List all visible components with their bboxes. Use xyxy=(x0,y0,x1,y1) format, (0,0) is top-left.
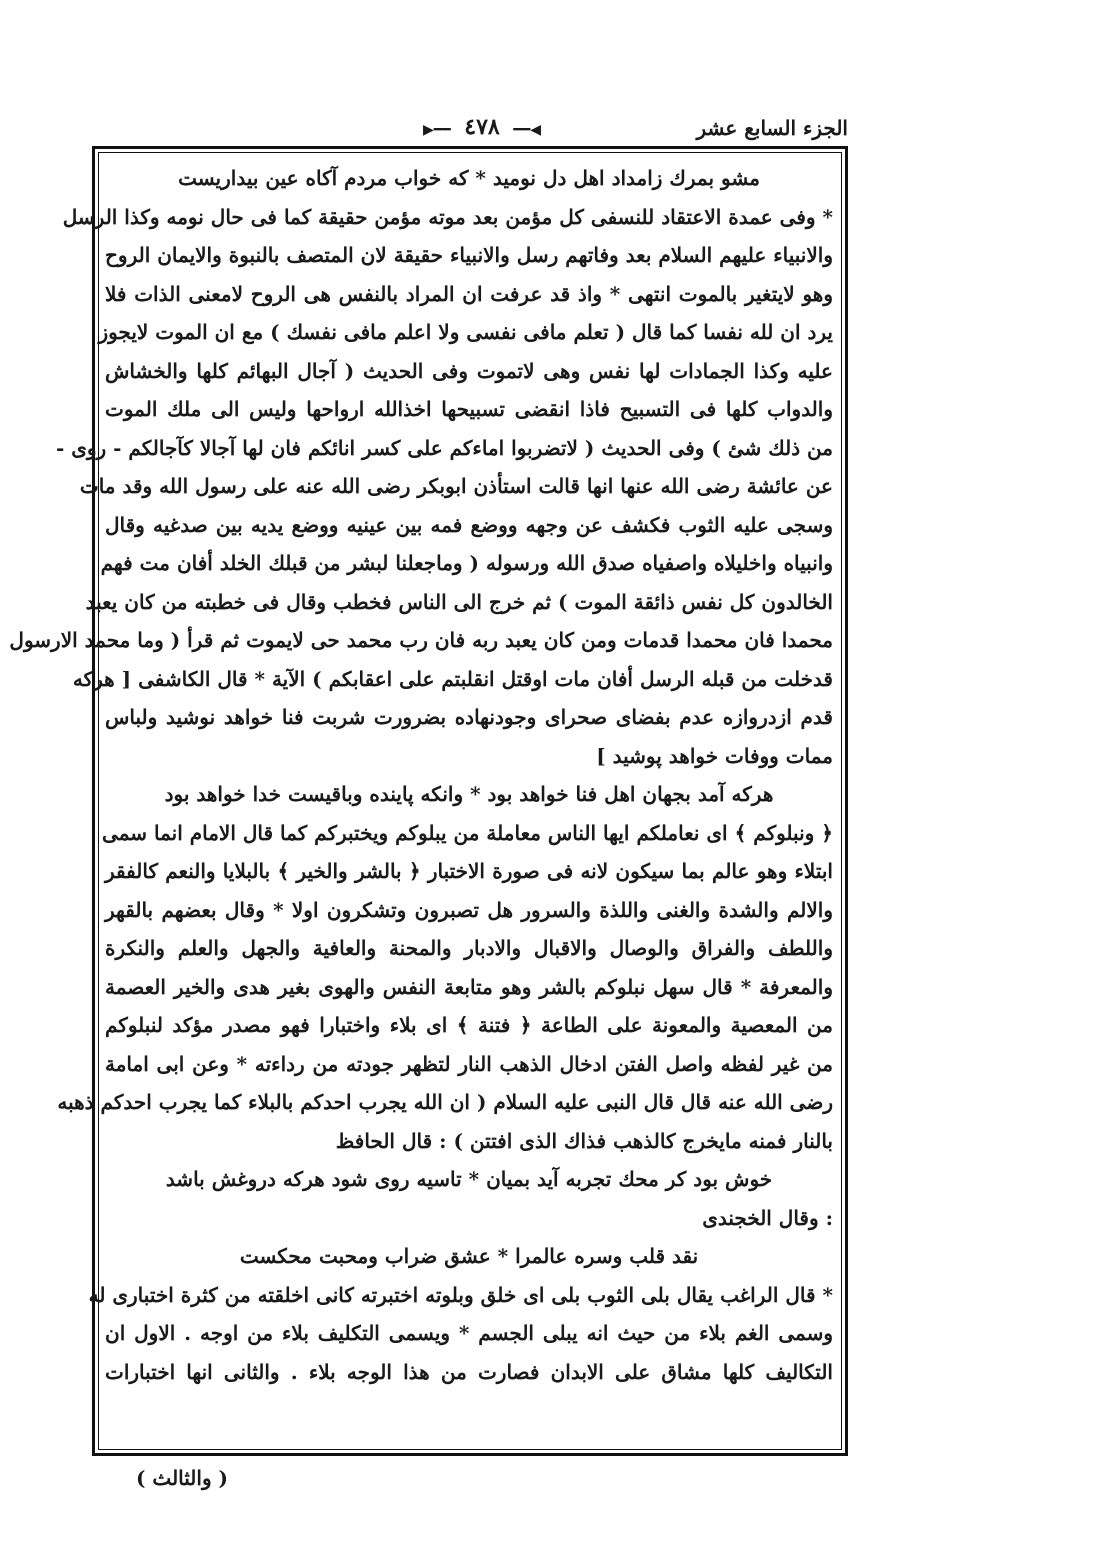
text-body xyxy=(9,152,842,1450)
text-line: عليه وكذا الجمادات لها نفس وهى لاتموت وفى الحديث ( آجال البهائم كلها والخشاش xyxy=(105,358,833,383)
text-line: من المعصية والمعونة على الطاعة ﴿ فتنة ﴾ اى بلاء واختبارا فهو مصدر مؤكد لنبلوكم xyxy=(105,1013,833,1037)
text-line: وهو لايتغير بالموت انتهى * واذ قد عرفت ان المراد بالنفس هى الروح لامعنى الذات فلا xyxy=(105,281,833,306)
text-line: وسمى الغم بلاء من حيث انه يبلى الجسم * ويسمى التكليف بلاء من اوجه . الاول ان xyxy=(105,1321,833,1345)
text-frame xyxy=(9,146,848,1456)
text-line: قدخلت من قبله الرسل أفان مات اوقتل انقلبتم على اعقابكم ) الآية * قال الكاشفى [ هركه xyxy=(72,666,833,691)
page-header xyxy=(92,112,848,148)
text-line: من ذلك شئ ) وفى الحديث ( لاتضربوا اماءكم على كسر انائكم فان لها آجالا كآجالكم - روى - xyxy=(55,435,833,460)
text-line: والدواب كلها فى التسبيح فاذا انقضى تسبيحها اخذالله ارواحها وليس الى ملك الموت xyxy=(105,397,833,421)
text-line: * قال الراغب يقال بلى الثوب بلى اى خلق وبلوته اختبرته كانى اخلقته من كثرة اختبارى له xyxy=(88,1282,833,1307)
text-line: التكاليف كلها مشاق على الابدان فصارت من هذا الوجه بلاء . والثانى انها اختبارات xyxy=(105,1359,833,1384)
ornament-left-icon: ◀━━ xyxy=(513,122,542,138)
text-line: : وقال الخجندى xyxy=(702,1205,833,1230)
text-line: عن عائشة رضى الله عنها انها قالت استأذن ابوبكر رضى الله عنه على رسول الله وقد مات xyxy=(79,474,833,498)
text-line: والانبياء عليهم السلام بعد وفاتهم رسل والانبياء حقيقة لان المتصف بالنبوة والايمان الروح xyxy=(105,243,833,267)
verse-line: نقد قلب وسره عالمرا * عشق ضراب ومحبت محكست xyxy=(239,1244,699,1268)
text-line: محمدا فان محمدا قدمات ومن كان يعبد ربه فان رب محمد حى لايموت ثم قرأ ( وما محمد الارسول xyxy=(9,628,833,652)
text-line: وسجى عليه الثوب فكشف عن وجهه ووضع فمه بين عينيه ووضع يديه بين صدغيه وقال xyxy=(105,512,833,537)
text-line: من غير لفظه واصل الفتن ادخال الذهب النار لتظهر جودته من رداءته * وعن ابى امامة xyxy=(105,1051,833,1076)
page-number-group xyxy=(417,114,547,140)
text-line: وانبياه واخليلاه واصفياه صدق الله ورسوله ( وماجعلنا لبشر من قبلك الخلد أفان مت فهم xyxy=(100,551,833,575)
verse-line: خوش بود كر محك تجربه آيد بميان * تاسيه روى شود هركه دروغش باشد xyxy=(165,1167,773,1191)
part-title: الجزء السابع عشر xyxy=(696,116,848,140)
text-line: رضى الله عنه قال قال النبى عليه السلام ( ان الله يجرب احدكم بالبلاء كما يجرب احدكم ذهبه xyxy=(57,1090,833,1114)
text-line: والمعرفة * قال سهل نبلوكم بالشر وهو متابعة النفس والهوى بغير هدى والخير العصمة xyxy=(105,974,833,999)
text-line: ابتلاء وهو عالم بما سيكون لانه فى صورة الاختبار ﴿ بالشر والخير ﴾ بالبلايا والنعم كالفقر xyxy=(105,859,833,883)
text-line: والالم والشدة والغنى واللذة والسرور هل تصبرون وتشكرون اولا * وقال بعضهم بالقهر xyxy=(105,897,833,922)
text-line: * وفى عمدة الاعتقاد للنسفى كل مؤمن بعد موته مؤمن حقيقة كما فى حال نومه وكذا الرسل xyxy=(62,204,833,229)
verse-line: مشو بمرك زامداد اهل دل نوميد * كه خواب مردم آكاه عين بيداريست xyxy=(178,166,760,190)
page-number: ٤٧٨ xyxy=(464,114,500,140)
text-line: يرد ان لله نفسا كما قال ( تعلم مافى نفسى ولا اعلم مافى نفسك ) مع ان الموت لايجوز xyxy=(98,320,833,344)
ornament-right-icon: ━━▶ xyxy=(423,122,451,138)
catchword: ( والثالث ) xyxy=(136,1466,229,1490)
text-line: ﴿ ونبلوكم ﴾ اى نعاملكم ايها الناس معاملة من يبلوكم ويختبركم كما قال الامام انما سمى xyxy=(102,820,833,845)
text-line: قدم ازدروازه عدم بفضاى صحراى وجودنهاده بضرورت شربت فنا خواهد نوشيد ولباس xyxy=(105,705,833,729)
text-line: ممات ووفات خواهد پوشيد ] xyxy=(596,743,833,768)
text-line: واللطف والفراق والوصال والاقبال والادبار والمحنة والعافية والجهل والعلم والنكرة xyxy=(105,936,833,960)
text-line: بالنار فمنه مايخرج كالذهب فذاك الذى افتتن ) : قال الحافظ xyxy=(335,1128,833,1153)
text-line: الخالدون كل نفس ذائقة الموت ) ثم خرج الى الناس فخطب وقال فى خطبته من كان يعبد xyxy=(85,589,833,614)
verse-line: هركه آمد بجهان اهل فنا خواهد بود * وانكه پاينده وباقيست خدا خواهد بود xyxy=(164,782,774,806)
